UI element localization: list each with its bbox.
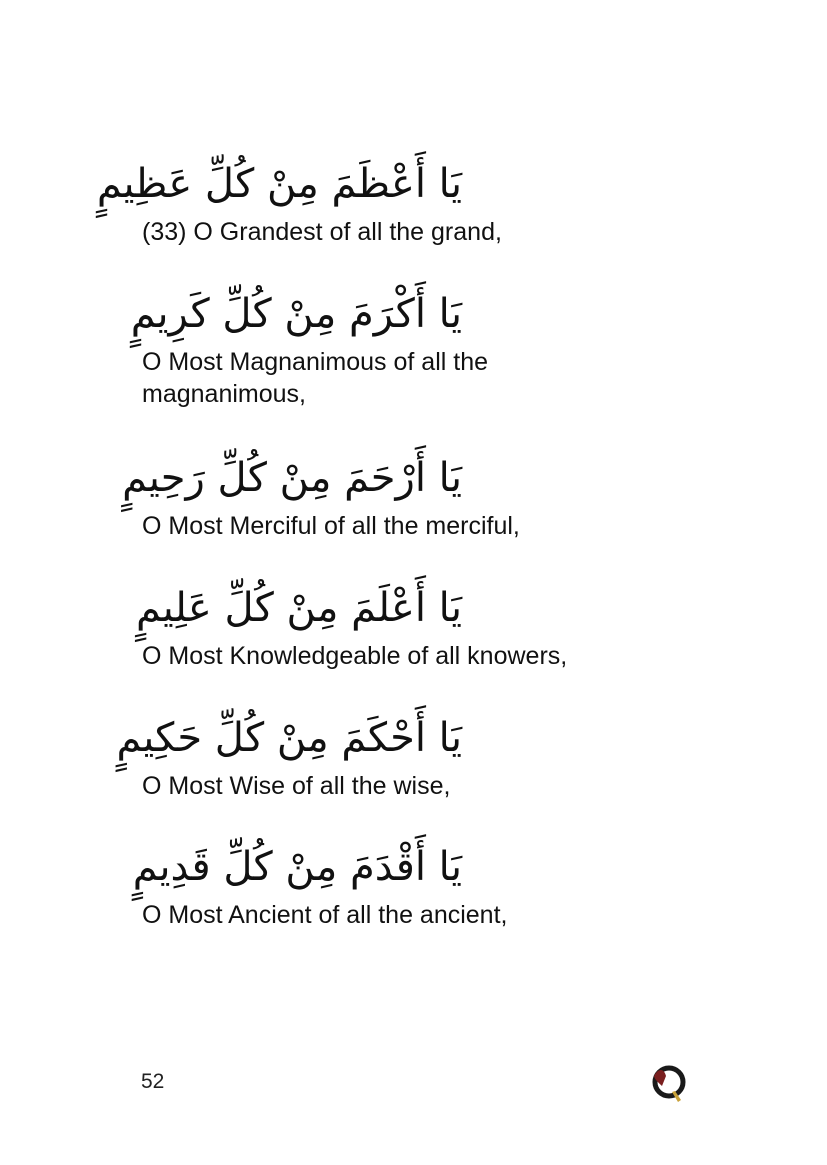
page-number: 52 xyxy=(141,1070,165,1093)
english-translation: O Most Knowledgeable of all knowers, xyxy=(142,642,568,670)
supplication-entry xyxy=(96,156,702,248)
arabic-verse: يَا أَقْدَمَ مِنْ كُلِّ قَدِيمٍ xyxy=(132,844,462,890)
arabic-verse: يَا أَحْكَمَ مِنْ كُلِّ حَكِيمٍ xyxy=(116,715,462,761)
publisher-logo-icon xyxy=(648,1062,688,1104)
english-translation: O Most Merciful of all the merciful, xyxy=(142,512,520,540)
arabic-verse: يَا أَعْلَمَ مِنْ كُلِّ عَلِيمٍ xyxy=(135,585,462,631)
supplication-entry xyxy=(135,580,702,672)
supplication-entry xyxy=(132,839,702,931)
supplication-entry xyxy=(122,450,702,542)
supplication-entry xyxy=(116,710,702,802)
english-translation: O Most Wise of all the wise, xyxy=(142,772,451,800)
arabic-verse: يَا أَرْحَمَ مِنْ كُلِّ رَحِيمٍ xyxy=(122,455,462,501)
supplication-entry xyxy=(130,286,702,410)
english-translation: (33) O Grandest of all the grand, xyxy=(142,218,502,246)
english-translation: O Most Magnanimous of all the magnanimous, xyxy=(142,348,488,408)
arabic-verse: يَا أَكْرَمَ مِنْ كُلِّ كَرِيمٍ xyxy=(130,291,462,337)
arabic-verse: يَا أَعْظَمَ مِنْ كُلِّ عَظِيمٍ xyxy=(96,161,462,207)
english-translation: O Most Ancient of all the ancient, xyxy=(142,901,508,929)
